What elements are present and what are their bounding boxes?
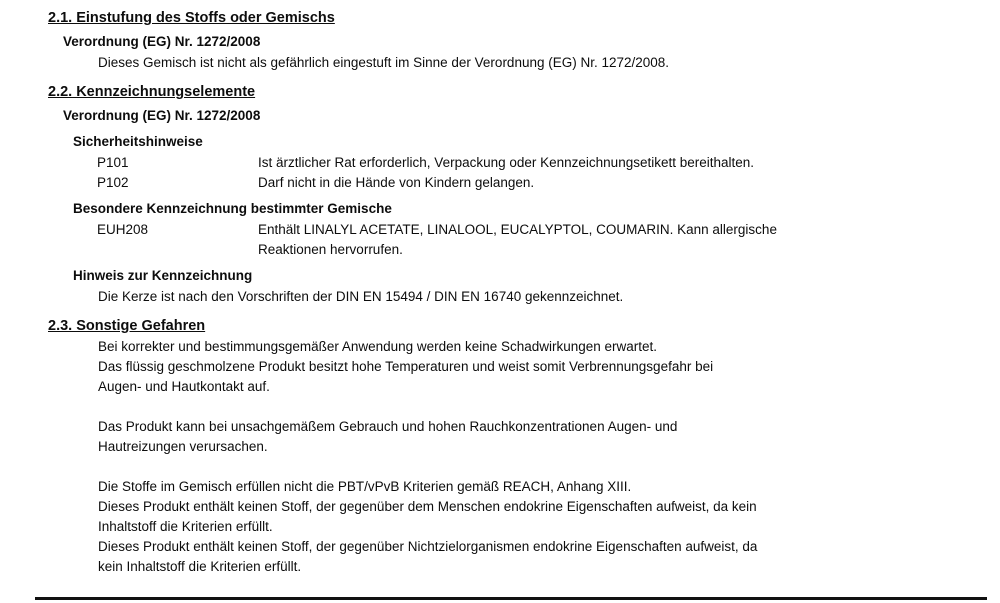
labelling-note-text: Die Kerze ist nach den Vorschriften der DIN EN 15494 / DIN EN 16740 gekennzeichnet. [98,289,624,304]
paragraph-line: Bei korrekter und bestimmungsgemäßer Anwendung werden keine Schadwirkungen erwartet. [98,339,658,354]
paragraph-line: Hautreizungen verursachen. [98,439,268,454]
p102-text: Darf nicht in die Hände von Kindern gelangen. [258,175,535,190]
special-labelling-row-euh208 [97,220,1000,260]
sds-section-2-content [0,8,1000,577]
paragraph-line: Dieses Produkt enthält keinen Stoff, der gegenüber dem Menschen endokrine Eigenschaften aufweist, da kein [98,499,757,514]
section-2-1-regulation-subheading: Verordnung (EG) Nr. 1272/2008 [63,34,261,49]
paragraph-line: Das flüssig geschmolzene Produkt besitzt hohe Temperaturen und weist somit Verbrennungsgefahr bei [98,359,714,374]
labelling-note-heading: Hinweis zur Kennzeichnung [73,268,253,283]
paragraph-line: Die Stoffe im Gemisch erfüllen nicht die PBT/vPvB Kriterien gemäß REACH, Anhang XIII. [98,479,632,494]
other-hazards-paragraph-3 [98,477,1000,577]
precautionary-statements-heading: Sicherheitshinweise [73,134,203,149]
euh208-code: EUH208 [97,222,149,237]
p102-code: P102 [97,175,129,190]
classification-statement: Dieses Gemisch ist nicht als gefährlich eingestuft im Sinne der Verordnung (EG) Nr. 1272/2008. [98,55,670,70]
paragraph-line: Augen- und Hautkontakt auf. [98,379,270,394]
section-2-2-regulation-subheading: Verordnung (EG) Nr. 1272/2008 [63,108,261,123]
euh208-text-line-1: Enthält LINALYL ACETATE, LINALOOL, EUCALYPTOL, COUMARIN. Kann allergische [258,222,777,237]
other-hazards-paragraph-1 [98,337,1000,397]
paragraph-line: Dieses Produkt enthält keinen Stoff, der gegenüber Nichtzielorganismen endokrine Eigenschaften aufweist, da [98,539,758,554]
special-labelling-heading: Besondere Kennzeichnung bestimmter Gemische [73,201,392,216]
section-2-3-heading: 2.3. Sonstige Gefahren [48,318,206,334]
euh208-text [258,220,777,260]
other-hazards-paragraph-2 [98,417,1000,457]
euh208-text-line-2: Reaktionen hervorrufen. [258,242,403,257]
paragraph-line: Das Produkt kann bei unsachgemäßem Gebrauch und hohen Rauchkonzentrationen Augen- und [98,419,678,434]
p101-code: P101 [97,155,129,170]
precautionary-row-p101 [97,153,1000,173]
paragraph-line: Inhaltstoff die Kriterien erfüllt. [98,519,273,534]
section-2-2-heading: 2.2. Kennzeichnungselemente [48,84,256,100]
page-footer-divider [35,597,987,600]
p101-text: Ist ärztlicher Rat erforderlich, Verpackung oder Kennzeichnungsetikett bereithalten. [258,155,755,170]
section-2-1-heading: 2.1. Einstufung des Stoffs oder Gemischs [48,10,335,26]
precautionary-row-p102 [97,173,1000,193]
paragraph-line: kein Inhaltstoff die Kriterien erfüllt. [98,559,302,574]
